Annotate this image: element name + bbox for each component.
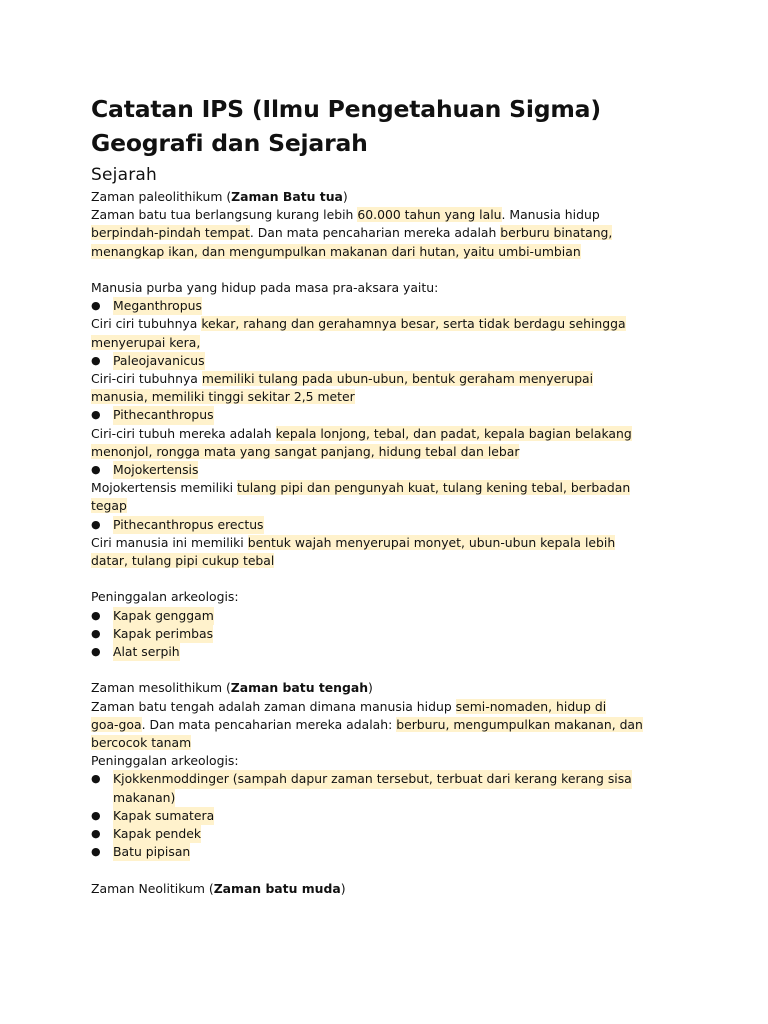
relic-item (91, 770, 691, 788)
species-name: Pithecanthropus erectus (113, 516, 264, 534)
species-desc-line-1 (91, 315, 691, 333)
spacer (91, 261, 691, 279)
species-name: Meganthropus (113, 297, 202, 315)
spacer (91, 570, 691, 588)
meso-relics-label: Peninggalan arkeologis: (91, 753, 239, 769)
species-desc-line-1 (91, 370, 691, 388)
paleo-desc-3: menangkap ikan, dan mengumpulkan makanan dari hutan, yaitu umbi-umbian (91, 243, 581, 259)
species-desc-line-1 (91, 479, 691, 497)
species-desc-hl: tulang pipi dan pengunyah kuat, tulang kening tebal, berbadan (237, 480, 631, 496)
species-desc-plain: Ciri manusia ini memiliki (91, 534, 248, 550)
species-desc-hl: menyerupai kera, (91, 334, 201, 350)
relic-item (91, 625, 691, 643)
relic-item (91, 607, 691, 625)
section-heading: Sejarah (91, 165, 157, 185)
neo-heading-suffix: ) (340, 880, 346, 896)
bullet-icon: ● (91, 626, 101, 640)
species-desc-line-2 (91, 334, 691, 352)
species-desc-hl: memiliki tulang pada ubun-ubun, bentuk geraham menyerupai (201, 371, 594, 387)
species-name: Mojokertensis (113, 461, 198, 479)
paleo-desc-line-2 (91, 224, 691, 242)
relic-name: Alat serpih (113, 643, 180, 661)
paleo-relics-label: Peninggalan arkeologis: (91, 589, 239, 605)
species-desc-hl: bentuk wajah menyerupai monyet, ubun-ubun kepala lebih (247, 534, 616, 550)
paleo-heading (91, 188, 691, 206)
species-desc-plain: Mojokertensis memiliki (91, 480, 238, 496)
bullet-icon: ● (91, 827, 101, 841)
species-desc-line-2 (91, 497, 691, 515)
paleo-desc-1b: 60.000 tahun yang lalu (357, 207, 502, 223)
paleo-desc-line-1 (91, 206, 691, 224)
species-desc-plain: Ciri ciri tubuhnya (91, 316, 202, 332)
relic-item-continuation (91, 789, 691, 807)
neo-heading-prefix: Zaman Neolitikum ( (91, 880, 214, 896)
species-desc-hl: menonjol, rongga mata yang sangat panjang, hidung tebal dan lebar (91, 443, 520, 459)
relic-item (91, 825, 691, 843)
document-page (91, 92, 691, 898)
species-desc-hl: tegap (91, 498, 127, 514)
relic-item (91, 643, 691, 661)
neo-heading-bold: Zaman batu muda (213, 880, 341, 896)
title-line-1: Catatan IPS (Ilmu Pengetahuan Sigma) (91, 95, 601, 123)
bullet-icon: ● (91, 517, 101, 531)
species-desc-line-2 (91, 443, 691, 461)
species-name: Pithecanthropus (113, 406, 214, 424)
spacer (91, 661, 691, 679)
species-item (91, 461, 691, 479)
bullet-icon: ● (91, 408, 101, 422)
paleo-desc-1a: Zaman batu tua berlangsung kurang lebih (91, 207, 358, 223)
meso-desc-1a: Zaman batu tengah adalah zaman dimana manusia hidup (91, 698, 456, 714)
species-desc-hl: kekar, rahang dan gerahamnya besar, serta tidak berdagu sehingga (201, 316, 626, 332)
title-line-2: Geografi dan Sejarah (91, 129, 368, 157)
species-desc-hl: manusia, memiliki tinggi sekitar 2,5 meter (91, 389, 355, 405)
document-title (91, 92, 691, 160)
paleo-heading-suffix: ) (342, 189, 348, 204)
species-desc-plain: Ciri-ciri tubuh mereka adalah (91, 425, 276, 441)
paleo-desc-2a: berpindah-pindah tempat (91, 225, 250, 241)
meso-desc-2b: . Dan mata pencaharian mereka adalah: (141, 716, 397, 732)
bullet-icon: ● (91, 808, 101, 822)
meso-desc-3: bercocok tanam (91, 735, 192, 751)
neo-heading (91, 880, 691, 898)
bullet-icon: ● (91, 772, 101, 786)
species-item (91, 406, 691, 424)
meso-desc-line-2 (91, 716, 691, 734)
paleo-desc-2b: . Dan mata pencaharian mereka adalah (249, 225, 501, 241)
relic-item (91, 807, 691, 825)
relic-name: Kapak perimbas (113, 625, 213, 643)
paleo-heading-prefix: Zaman paleolithikum ( (91, 189, 232, 204)
manusia-intro: Manusia purba yang hidup pada masa pra-aksara yaitu: (91, 280, 439, 295)
species-name: Paleojavanicus (113, 352, 205, 370)
meso-desc-2c: berburu, mengumpulkan makanan, dan (396, 716, 643, 732)
paleo-desc-1c: . Manusia hidup (501, 207, 600, 223)
bullet-icon: ● (91, 845, 101, 859)
species-desc-line-2 (91, 388, 691, 406)
bullet-icon: ● (91, 353, 101, 367)
meso-desc-2a: goa-goa (91, 716, 142, 732)
species-item (91, 297, 691, 315)
species-desc-hl: kepala lonjong, tebal, dan padat, kepala bagian belakang (275, 425, 632, 441)
meso-heading-prefix: Zaman mesolithikum ( (91, 680, 231, 696)
species-desc-plain: Ciri-ciri tubuhnya (91, 371, 202, 387)
relic-name: Kapak genggam (113, 607, 214, 625)
bullet-icon: ● (91, 645, 101, 659)
meso-heading (91, 679, 691, 697)
relic-name: Batu pipisan (113, 843, 190, 861)
bullet-icon: ● (91, 608, 101, 622)
relic-item (91, 843, 691, 861)
meso-heading-suffix: ) (368, 680, 373, 696)
relic-name: Kjokkenmoddinger (sampah dapur zaman tersebut, terbuat dari kerang kerang sisa (113, 770, 632, 788)
bullet-icon: ● (91, 463, 101, 477)
bullet-icon: ● (91, 299, 101, 313)
meso-heading-bold: Zaman batu tengah (230, 680, 369, 696)
relic-name-cont: makanan) (113, 789, 175, 807)
relic-name: Kapak sumatera (113, 807, 214, 825)
meso-desc-1b: semi-nomaden, hidup di (455, 698, 607, 714)
species-desc-line-2 (91, 552, 691, 570)
species-item (91, 352, 691, 370)
paleo-desc-line-3 (91, 243, 691, 261)
paleo-heading-bold: Zaman Batu tua (231, 189, 343, 204)
species-desc-line-1 (91, 425, 691, 443)
species-desc-hl: datar, tulang pipi cukup tebal (91, 553, 275, 569)
species-item (91, 516, 691, 534)
paleo-desc-2c: berburu binatang, (500, 225, 613, 241)
meso-desc-line-3 (91, 734, 691, 752)
meso-desc-line-1 (91, 698, 691, 716)
spacer (91, 861, 691, 879)
relic-name: Kapak pendek (113, 825, 201, 843)
species-desc-line-1 (91, 534, 691, 552)
